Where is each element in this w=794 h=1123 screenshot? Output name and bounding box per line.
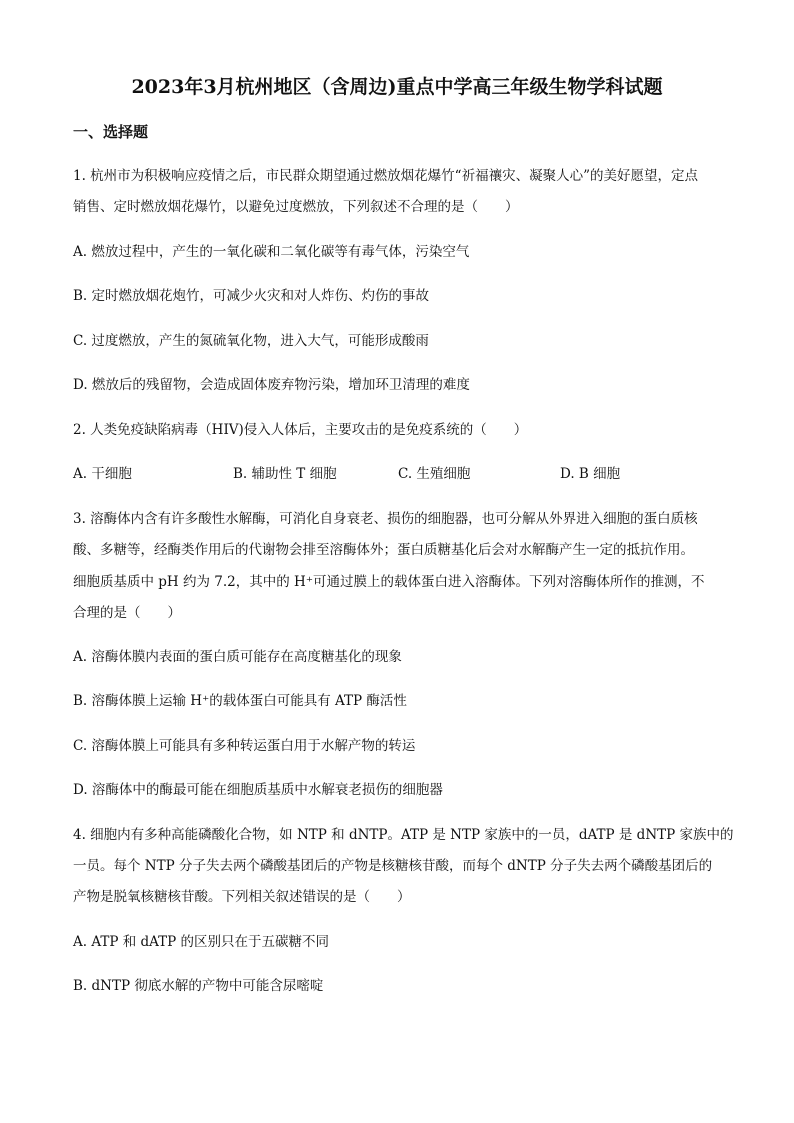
q1-stem-line-2: 销售、定时燃放烟花爆竹，以避免过度燃放，下列叙述不合理的是（ ） — [73, 199, 519, 215]
q3-stem-line-1: 3. 溶酶体内含有许多酸性水解酶，可消化自身衰老、损伤的细胞器，也可分解从外界进入细胞的蛋白质核 — [73, 511, 698, 527]
q2-stem: 2. 人类免疫缺陷病毒（HIV)侵入人体后，主要攻击的是免疫系统的（ ） — [73, 422, 528, 438]
exam-title: 2023年3月杭州地区（含周边)重点中学高三年级生物学科试题 — [131, 76, 663, 98]
q2-option-d: D. B 细胞 — [560, 466, 621, 482]
q1-option-c: C. 过度燃放，产生的氮硫氧化物，进入大气，可能形成酸雨 — [73, 333, 429, 349]
q1-option-d: D. 燃放后的残留物，会造成固体废弃物污染，增加环卫清理的难度 — [73, 377, 470, 393]
q3-option-a: A. 溶酶体膜内表面的蛋白质可能存在高度糖基化的现象 — [73, 649, 402, 665]
q4-stem-line-2: 一员。每个 NTP 分子失去两个磷酸基团后的产物是核糖核苷酸，而每个 dNTP 分子失去两个磷酸基团后的 — [73, 858, 713, 874]
q4-stem-line-1: 4. 细胞内有多种高能磷酸化合物，如 NTP 和 dNTP。ATP 是 NTP 家族中的一员，dATP 是 dNTP 家族中的 — [73, 827, 734, 843]
section-heading: 一、选择题 — [73, 123, 149, 141]
q1-option-b: B. 定时燃放烟花炮竹，可减少火灾和对人炸伤、灼伤的事故 — [73, 288, 430, 304]
q3-stem-line-4: 合理的是（ ） — [73, 605, 181, 621]
q3-option-c: C. 溶酶体膜上可能具有多种转运蛋白用于水解产物的转运 — [73, 738, 416, 754]
q1-option-a: A. 燃放过程中，产生的一氧化碳和二氧化碳等有毒气体，污染空气 — [73, 244, 470, 260]
q4-stem-line-3: 产物是脱氧核糖核苷酸。下列相关叙述错误的是（ ） — [73, 889, 411, 905]
q2-option-a: A. 干细胞 — [73, 466, 132, 482]
q4-option-a: A. ATP 和 dATP 的区别只在于五碳糖不同 — [73, 934, 330, 950]
q3-option-d: D. 溶酶体中的酶最可能在细胞质基质中水解衰老损伤的细胞器 — [73, 782, 443, 798]
q2-option-c: C. 生殖细胞 — [398, 466, 471, 482]
q3-stem-line-2: 酸、多糖等，经酶类作用后的代谢物会排至溶酶体外；蛋白质糖基化后会对水解酶产生一定的抵抗作用。 — [73, 542, 694, 558]
q3-option-b: B. 溶酶体膜上运输 H⁺的载体蛋白可能具有 ATP 酶活性 — [73, 693, 407, 709]
q3-stem-line-3: 细胞质基质中 pH 约为 7.2，其中的 H⁺可通过膜上的载体蛋白进入溶酶体。下列对溶酶体所作的推测，不 — [73, 574, 705, 590]
q4-option-b: B. dNTP 彻底水解的产物中可能含尿嘧啶 — [73, 978, 324, 994]
q1-stem-line-1: 1. 杭州市为积极响应疫情之后，市民群众期望通过燃放烟花爆竹“祈福禳灾、凝聚人心”的美好愿望，定点 — [73, 168, 698, 184]
q2-option-b: B. 辅助性 T 细胞 — [233, 466, 337, 482]
